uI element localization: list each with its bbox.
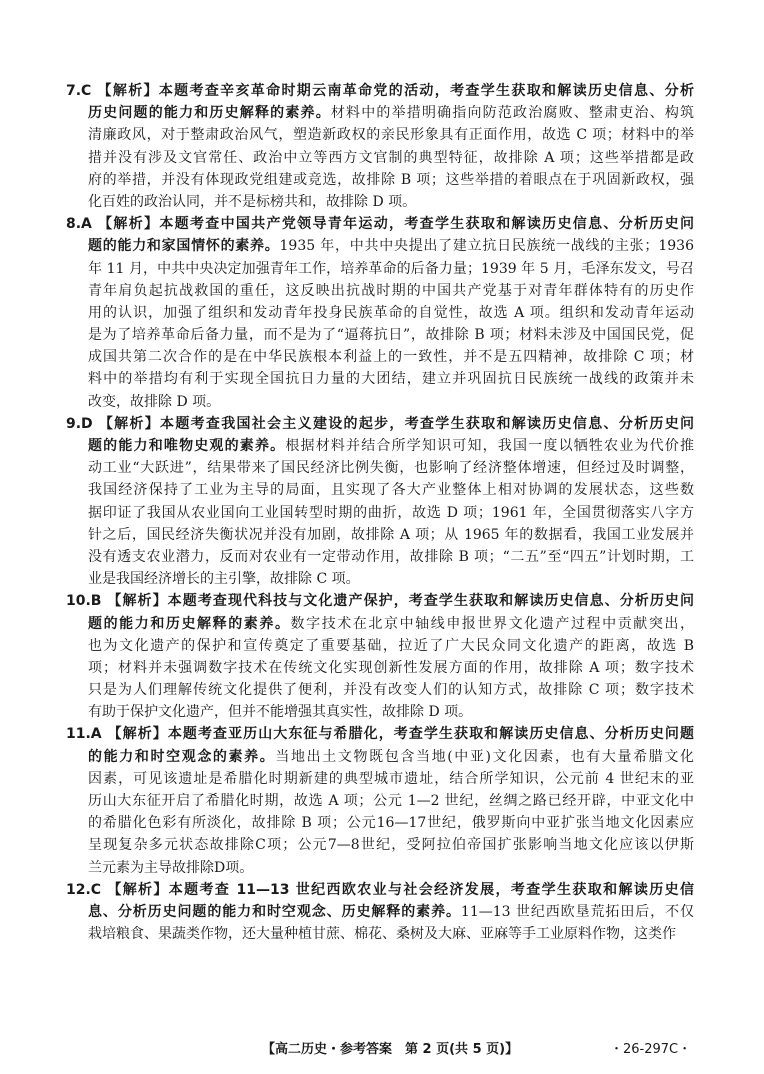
answer-text: 年 11 月，中共中央决定加强青年工作，培养革命的后备力量；1939 年 5 月，毛泽东发文，号召 bbox=[88, 260, 694, 277]
answer-text-line bbox=[88, 479, 694, 501]
answer-bold-text: 11.A 【解析】本题考查亚历山大东征与希腊化，考查学生获取和解读历史信息、分析历史问题 bbox=[66, 726, 694, 743]
answer-text: 因素，可见该遗址是希腊化时期新建的典型城市遗址，结合所学知识，公元前 4 世纪末的亚 bbox=[88, 770, 694, 787]
answer-text-line bbox=[88, 635, 694, 657]
answer-text: 数字技术在北京中轴线申报世界文化遗产过程中贡献突出， bbox=[290, 615, 694, 632]
answer-text: 项；材料并未强调数字技术在传统文化实现创新性发展方面的作用，故排除 A 项；数字技术 bbox=[88, 659, 694, 676]
answer-text-line bbox=[88, 613, 694, 635]
answer-text: 措并没有涉及文官常任、政治中立等西方文官制的典型特征，故排除 A 项；这些举措都是政 bbox=[88, 149, 694, 166]
answer-text: 动工业“大跃进”，结果带来了国民经济比例失衡，也影响了经济整体增速，但经过及时调整， bbox=[88, 460, 694, 477]
answer-text: 没有透支农业潜力，反而对农业有一定带动作用，故排除 B 项；“二五”至“四五”计划时期，工 bbox=[88, 548, 694, 565]
answer-text-line bbox=[88, 701, 694, 723]
answer-text: 11—13 世纪西欧垦荒拓田后，不仅 bbox=[460, 903, 694, 920]
answer-bold-text: 7.C 【解析】本题考查辛亥革命时期云南革命党的活动，考查学生获取和解读历史信息、分析 bbox=[66, 83, 694, 99]
answer-text-line bbox=[88, 147, 694, 169]
answer-text: 用的认识，加强了组织和发动青年投身民族革命的自觉性，故选 A 项。组织和发动青年运动 bbox=[88, 304, 694, 321]
answer-text-line bbox=[88, 324, 694, 346]
answer-text-line bbox=[88, 901, 694, 923]
answer-text-line bbox=[88, 857, 694, 879]
answer-heading-line bbox=[66, 413, 694, 435]
answer-text-line bbox=[88, 435, 694, 457]
answer-text-line bbox=[88, 834, 694, 856]
answer-text-line bbox=[88, 124, 694, 146]
answer-text: 材料中的举措明确指向防范政治腐败、整肃吏治、构筑 bbox=[330, 105, 694, 122]
answer-text-line bbox=[88, 191, 694, 213]
answer-text: 改变，故排除 D 项。 bbox=[88, 393, 221, 410]
answer-heading-line bbox=[66, 213, 694, 235]
answer-text: 的希腊化色彩有所淡化，故排除 B 项；公元16—17世纪，俄罗斯向中亚扩张当地文化因素应 bbox=[88, 815, 694, 832]
answer-text: 栽培粮食、果蔬类作物，还大量种植甘蔗、棉花、桑树及大麻、亚麻等手工业原料作物，这类作 bbox=[88, 926, 676, 943]
answer-text: 是为了培养革命后备力量，而不是为了“逼蒋抗日”，故排除 B 项；材料未涉及中国国民党，促 bbox=[88, 327, 694, 344]
answer-heading-line bbox=[66, 590, 694, 612]
answer-bold-text: 10.B 【解析】本题考查现代科技与文化遗产保护，考查学生获取和解读历史信息、分析历史问 bbox=[66, 593, 694, 610]
answer-text: 业是我国经济增长的主引擎，故排除 C 项。 bbox=[88, 571, 360, 588]
answer-bold-text: 8.A 【解析】本题考查中国共产党领导青年运动，考查学生获取和解读历史信息、分析历史问 bbox=[66, 216, 694, 233]
answer-text-line bbox=[88, 280, 694, 302]
answer-bold-text: 题的能力和家国情怀的素养。 bbox=[88, 238, 280, 255]
answer-text: 针之后，国民经济失衡状况并没有加剧，故排除 A 项；从 1965 年的数据看，我国工业发展并 bbox=[88, 526, 694, 543]
answer-item bbox=[66, 590, 694, 723]
answer-text: 也为文化遗产的保护和宣传奠定了重要基础，拉近了广大民众同文化遗产的距离，故选 B bbox=[88, 637, 694, 654]
answer-text: 清廉政风，对于整肃政治风气，塑造新政权的亲民形象具有正面作用，故选 C 项；材料中的举 bbox=[88, 127, 694, 144]
answer-list bbox=[66, 80, 694, 945]
answer-text: 呈现复杂多元状态故排除C项；公元7—8世纪，受阿拉伯帝国扩张影响当地文化应该以伊斯 bbox=[88, 837, 694, 854]
answer-text: 青年肩负起抗战救国的重任，这反映出抗战时期的中国共产党基于对青年群体特有的历史作 bbox=[88, 282, 694, 299]
answer-bold-text: 息、分析历史问题的能力和时空观念、历史解释的素养。 bbox=[88, 903, 461, 920]
answer-text-line bbox=[88, 258, 694, 280]
answer-text-line bbox=[88, 457, 694, 479]
answer-bold-text: 题的能力和历史解释的素养。 bbox=[88, 615, 291, 632]
footer-page-info: 【高二历史・参考答案 第 2 页(共 5 页)】 bbox=[262, 1042, 519, 1057]
answer-text: 成国共第二次合作的是在中华民族根本利益上的一致性，并不是五四精神，故排除 C 项；材 bbox=[88, 349, 694, 366]
answer-item bbox=[66, 213, 694, 413]
answer-text-line bbox=[88, 368, 694, 390]
answer-bold-text: 题的能力和唯物史观的素养。 bbox=[88, 438, 286, 454]
answer-bold-text: 9.D 【解析】本题考查我国社会主义建设的起步，考查学生获取和解读历史信息、分析历史问 bbox=[66, 415, 694, 432]
answer-text: 据印证了我国从农业国向工业国转型时期的曲折，故选 D 项；1961 年，全国贯彻落实八字方 bbox=[88, 504, 694, 521]
answer-text-line bbox=[88, 102, 694, 124]
answer-bold-text: 历史问题的能力和历史解释的素养。 bbox=[88, 105, 331, 122]
answer-bold-text: 的能力和时空观念的素养。 bbox=[88, 748, 276, 765]
answer-heading-line bbox=[66, 80, 694, 102]
answer-text-line bbox=[88, 169, 694, 191]
answer-text-line bbox=[88, 568, 694, 590]
answer-text-line bbox=[88, 923, 694, 945]
answer-text: 兰元素为主导故排除D项。 bbox=[88, 859, 254, 876]
answer-text-line bbox=[88, 657, 694, 679]
answer-item bbox=[66, 879, 694, 946]
answer-heading-line bbox=[66, 879, 694, 901]
answer-text: 只是为人们理解传统文化提供了便利，并没有改变人们的认知方式，故排除 C 项；数字技术 bbox=[88, 682, 694, 699]
answer-item bbox=[66, 413, 694, 591]
answer-text: 当地出土文物既包含当地(中亚)文化因素，也有大量希腊文化 bbox=[275, 748, 694, 765]
answer-text-line bbox=[88, 768, 694, 790]
answer-text: 1935 年，中共中央提出了建立抗日民族统一战线的主张；1936 bbox=[279, 238, 694, 255]
answer-text-line bbox=[88, 812, 694, 834]
answer-text: 化百姓的政治认同，并不是标榜共和，故排除 D 项。 bbox=[88, 193, 417, 210]
answer-heading-line bbox=[66, 723, 694, 745]
answer-text: 料中的举措均有利于实现全国抗日力量的大团结，建立并巩固抗日民族统一战线的政策并未 bbox=[88, 371, 694, 388]
answer-text: 我国经济保持了工业为主导的局面，且实现了各大产业整体上相对协调的发展状态，这些数 bbox=[88, 482, 694, 499]
answer-text-line bbox=[88, 790, 694, 812]
answer-text-line bbox=[88, 679, 694, 701]
page-footer bbox=[0, 1040, 764, 1060]
answer-text-line bbox=[88, 391, 694, 413]
answer-item bbox=[66, 80, 694, 213]
answer-text-line bbox=[88, 746, 694, 768]
answer-text-line bbox=[88, 346, 694, 368]
answer-text: 府的举措，并没有体现政党组建或竞选，故排除 B 项；这些举措的着眼点在于巩固新政权，强 bbox=[88, 171, 694, 188]
answer-text-line bbox=[88, 546, 694, 568]
answer-text: 根据材料并结合所学知识可知，我国一度以牺牲农业为代价推 bbox=[285, 438, 694, 454]
answer-text-line bbox=[88, 502, 694, 524]
answer-text: 有助于保护文化遗产，但并不能增强其真实性，故排除 D 项。 bbox=[88, 704, 473, 721]
footer-code: ・26-297C・ bbox=[610, 1042, 692, 1057]
answer-text-line bbox=[88, 524, 694, 546]
answer-text-line bbox=[88, 302, 694, 324]
answer-text-line bbox=[88, 235, 694, 257]
answer-item bbox=[66, 723, 694, 878]
answer-text: 历山大东征开启了希腊化时期，故选 A 项；公元 1—2 世纪，丝绸之路已经开辟，中亚文化中 bbox=[88, 793, 694, 809]
answer-bold-text: 12.C 【解析】本题考查 11—13 世纪西欧农业与社会经济发展，考查学生获取和解读历史信 bbox=[66, 881, 694, 898]
